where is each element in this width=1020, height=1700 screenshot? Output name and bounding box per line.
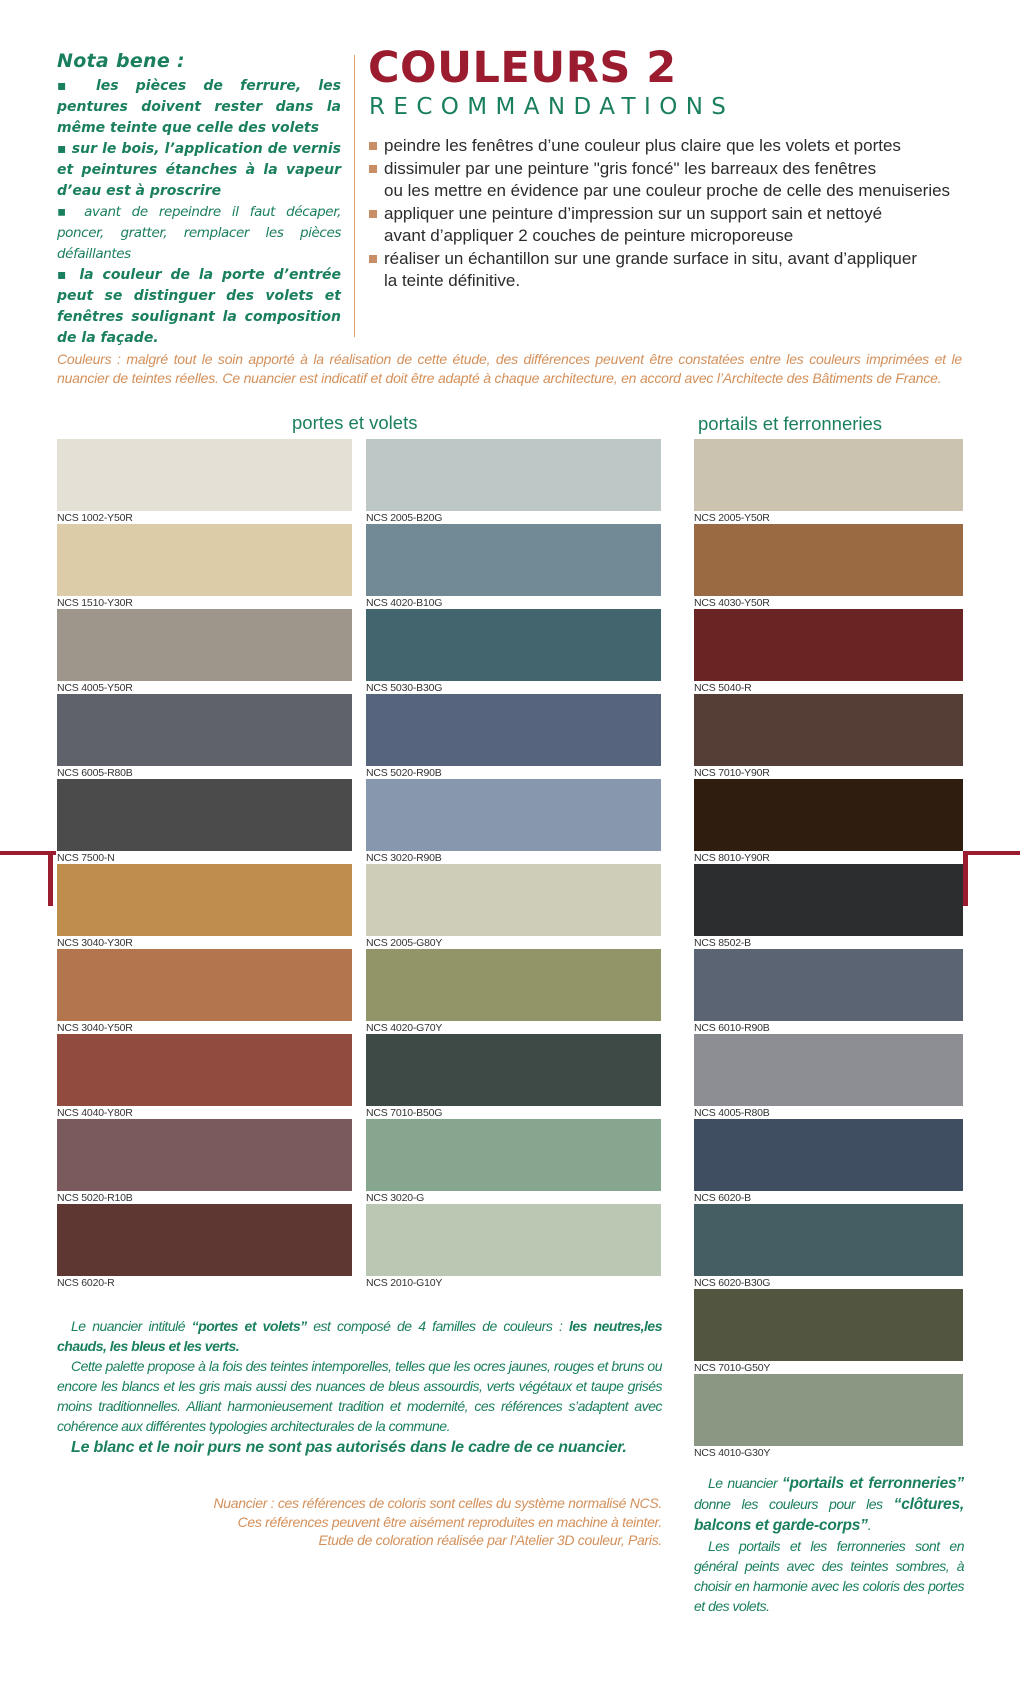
- color-swatch: [694, 439, 963, 524]
- swatch-code: NCS 6020-B: [694, 1192, 751, 1204]
- swatch-code: NCS 5040-R: [694, 682, 752, 694]
- square-bullet-icon: [369, 165, 377, 173]
- color-swatch: [694, 949, 963, 1034]
- square-bullet-icon: [369, 255, 377, 263]
- swatch-code: NCS 4010-G30Y: [694, 1447, 771, 1459]
- swatch-chip: [366, 1034, 661, 1106]
- swatch-code: NCS 8502-B: [694, 937, 751, 949]
- color-swatch: [694, 1119, 963, 1204]
- swatch-code: NCS 3020-G: [366, 1192, 425, 1204]
- color-swatch: [694, 864, 963, 949]
- color-swatch: [366, 949, 661, 1034]
- square-bullet-icon: [369, 142, 377, 150]
- swatch-code: NCS 7500-N: [57, 852, 115, 864]
- swatch-code: NCS 2005-Y50R: [694, 512, 770, 524]
- portails-text: Le nuancier: [708, 1475, 782, 1491]
- color-swatch: [57, 694, 352, 779]
- recommendation-line: appliquer une peinture d’impression sur un support sain et nettoyé: [384, 203, 883, 223]
- description-text: est composé de 4 familles de couleurs :: [306, 1318, 569, 1334]
- color-swatch: [694, 609, 963, 694]
- nota-item-3: ▪ avant de repeindre il faut décaper, poncer, gratter, remplacer les pièces défaillantes: [57, 204, 341, 262]
- swatch-chip: [57, 439, 352, 511]
- column-divider: [354, 55, 355, 337]
- recommendation-line: peindre les fenêtres d’une couleur plus claire que les volets et portes: [384, 136, 901, 155]
- swatch-code: NCS 2010-G10Y: [366, 1277, 443, 1289]
- swatch-chip: [57, 864, 352, 936]
- color-swatch: [57, 1204, 352, 1289]
- color-swatch: [366, 524, 661, 609]
- color-swatch: [694, 694, 963, 779]
- swatch-code: NCS 7010-G50Y: [694, 1362, 771, 1374]
- swatch-code: NCS 4020-G70Y: [366, 1022, 443, 1034]
- swatch-code: NCS 4040-Y80R: [57, 1107, 133, 1119]
- color-swatch: [57, 864, 352, 949]
- nota-item-2: ▪ sur le bois, l’application de vernis et peintures étanches à la vapeur d’eau est à proscrire: [57, 141, 341, 199]
- page-title: COULEURS 2: [368, 43, 677, 93]
- recommendation-item: [369, 135, 989, 158]
- swatch-code: NCS 3040-Y30R: [57, 937, 133, 949]
- swatch-chip: [57, 949, 352, 1021]
- frame-mark-right-vertical: [963, 851, 968, 906]
- description-emphasis: “portes et volets”: [191, 1318, 307, 1334]
- swatch-chip: [694, 1289, 963, 1361]
- frame-mark-right: [963, 851, 1020, 855]
- color-swatch: [366, 694, 661, 779]
- sources-line: Ces références peuvent être aisément reproduites en machine à teinter.: [237, 1513, 662, 1530]
- color-swatch: [694, 524, 963, 609]
- nota-item-1: ▪ les pièces de ferrure, les pentures doivent rester dans la même teinte que celle des volets: [57, 78, 341, 136]
- color-swatch: [57, 779, 352, 864]
- description-text: Le nuancier intitulé: [71, 1318, 192, 1334]
- swatch-chip: [694, 1204, 963, 1276]
- heading-portes-et-volets: portes et volets: [292, 412, 418, 433]
- swatch-code: NCS 6020-B30G: [694, 1277, 771, 1289]
- swatch-chip: [366, 1204, 661, 1276]
- portails-emphasis: “portails et ferronneries”: [781, 1475, 964, 1492]
- swatch-chip: [57, 694, 352, 766]
- recommendation-line: la teinte définitive.: [384, 271, 521, 290]
- swatch-chip: [366, 864, 661, 936]
- swatch-chip: [57, 1119, 352, 1191]
- swatch-code: NCS 6005-R80B: [57, 767, 133, 779]
- heading-portails-et-ferronneries: portails et ferronneries: [698, 413, 883, 434]
- portails-text: .: [867, 1517, 872, 1533]
- portails-paragraph-1: [694, 1473, 964, 1536]
- swatch-chip: [57, 1204, 352, 1276]
- swatch-chip: [366, 609, 661, 681]
- swatch-chip: [694, 524, 963, 596]
- portails-description: [694, 1473, 964, 1616]
- swatch-chip: [366, 524, 661, 596]
- color-swatch: [57, 1034, 352, 1119]
- swatch-chip: [366, 949, 661, 1021]
- color-swatch: [366, 609, 661, 694]
- swatch-code: NCS 1510-Y30R: [57, 597, 133, 609]
- color-swatch: [366, 1034, 661, 1119]
- nota-bene-block: [57, 50, 341, 349]
- nota-item-4: ▪ la couleur de la porte d’entrée peut se distinguer des volets et fenêtres soulignant la composition de la façade.: [57, 267, 341, 346]
- swatch-code: NCS 3040-Y50R: [57, 1022, 133, 1034]
- swatch-chip: [57, 524, 352, 596]
- swatch-code: NCS 6020-R: [57, 1277, 115, 1289]
- swatch-code: NCS 5020-R90B: [366, 767, 442, 779]
- swatch-chip: [57, 609, 352, 681]
- swatch-chip: [694, 439, 963, 511]
- color-swatch: [366, 1119, 661, 1204]
- swatch-code: NCS 4030-Y50R: [694, 597, 770, 609]
- recommendation-item: [369, 248, 989, 293]
- swatch-chip: [694, 949, 963, 1021]
- description-paragraph-1: [57, 1316, 662, 1356]
- square-bullet-icon: [369, 210, 377, 218]
- swatch-chip: [366, 694, 661, 766]
- swatch-chip: [694, 779, 963, 851]
- swatch-code: NCS 4005-Y50R: [57, 682, 133, 694]
- color-swatch: [694, 1374, 963, 1459]
- recommendation-line: dissimuler par une peinture "gris foncé" les barreaux des fenêtres: [384, 158, 877, 178]
- nota-bene-title: Nota bene :: [57, 50, 185, 72]
- recommendation-line: ou les mettre en évidence par une couleur proche de celle des menuiseries: [384, 181, 951, 200]
- swatch-code: NCS 4020-B10G: [366, 597, 443, 609]
- swatch-chip: [57, 779, 352, 851]
- color-swatch: [366, 779, 661, 864]
- sources-line: Etude de coloration réalisée par l’Atelier 3D couleur, Paris.: [318, 1532, 662, 1548]
- color-disclaimer: Couleurs : malgré tout le soin apporté à la réalisation de cette étude, des différences peuvent être constatées entre les couleurs imprimées et le nuancier de teintes réelles. Ce nuancier est indicatif et doit être adapté à chaque architecture, en accord avec l’Architecte des Bâtiments de France.: [57, 351, 962, 386]
- recommendation-line: réaliser un échantillon sur une grande surface in situ, avant d’appliquer: [384, 248, 917, 268]
- swatch-chip: [694, 1374, 963, 1446]
- swatch-chip: [694, 609, 963, 681]
- color-swatch: [366, 439, 661, 524]
- recommendation-item: [369, 158, 989, 203]
- color-swatch: [57, 524, 352, 609]
- color-swatch: [57, 609, 352, 694]
- sources-line: Nuancier : ces références de coloris sont celles du système normalisé NCS.: [213, 1495, 662, 1511]
- swatch-chip: [366, 439, 661, 511]
- color-swatch: [57, 439, 352, 524]
- swatch-chip: [57, 1034, 352, 1106]
- swatch-code: NCS 2005-G80Y: [366, 937, 443, 949]
- swatch-code: NCS 5030-B30G: [366, 682, 443, 694]
- swatch-code: NCS 2005-B20G: [366, 512, 443, 524]
- color-swatch: [366, 864, 661, 949]
- frame-mark-left-vertical: [48, 851, 53, 906]
- swatch-code: NCS 3020-R90B: [366, 852, 442, 864]
- swatch-chip: [694, 1034, 963, 1106]
- swatch-code: NCS 5020-R10B: [57, 1192, 133, 1204]
- swatch-code: NCS 7010-Y90R: [694, 767, 770, 779]
- swatch-code: NCS 4005-R80B: [694, 1107, 770, 1119]
- swatch-code: NCS 6010-R90B: [694, 1022, 770, 1034]
- swatch-chip: [366, 1119, 661, 1191]
- color-swatch: [694, 1289, 963, 1374]
- description-emphasis: les neutres,les chauds, les bleus et les verts.: [57, 1318, 662, 1354]
- portails-paragraph-2: Les portails et les ferronneries sont en général peints avec des teintes sombres, à choisir en harmonie avec les coloris des portes et des volets.: [694, 1538, 964, 1614]
- description-paragraph-2: Cette palette propose à la fois des teintes intemporelles, telles que les ocres jaunes, rouges et bruns ou encore les blancs et les gris mais aussi des nuances de bleus assourdis, verts végétaux et taupe grisés moins traditionnelles. Alliant harmonieusement tradition et modernité, ces références s’adaptent avec cohérence aux différentes typologies architecturales de la commune.: [57, 1358, 662, 1434]
- recommendations-list: [369, 135, 989, 293]
- recommendation-line: avant d’appliquer 2 couches de peinture microporeuse: [384, 226, 794, 245]
- color-swatch: [694, 779, 963, 864]
- swatch-chip: [366, 779, 661, 851]
- description-warning: Le blanc et le noir purs ne sont pas autorisés dans le cadre de ce nuancier.: [71, 1439, 627, 1456]
- swatch-chip: [694, 1119, 963, 1191]
- portes-volets-description: [57, 1316, 662, 1458]
- sources-note: [120, 1494, 662, 1550]
- swatch-chip: [694, 864, 963, 936]
- portails-text: donne les couleurs pour les: [694, 1496, 894, 1512]
- swatch-code: NCS 1002-Y50R: [57, 512, 133, 524]
- page-subtitle: RECOMMANDATIONS: [369, 94, 735, 120]
- color-swatch: [57, 949, 352, 1034]
- color-swatch: [366, 1204, 661, 1289]
- color-swatch: [57, 1119, 352, 1204]
- swatch-code: NCS 8010-Y90R: [694, 852, 770, 864]
- color-swatch: [694, 1034, 963, 1119]
- swatch-chip: [694, 694, 963, 766]
- swatch-code: NCS 7010-B50G: [366, 1107, 443, 1119]
- color-swatch: [694, 1204, 963, 1289]
- portails-emphasis: “clôtures, balcons et garde-corps”: [694, 1496, 964, 1534]
- recommendation-item: [369, 203, 989, 248]
